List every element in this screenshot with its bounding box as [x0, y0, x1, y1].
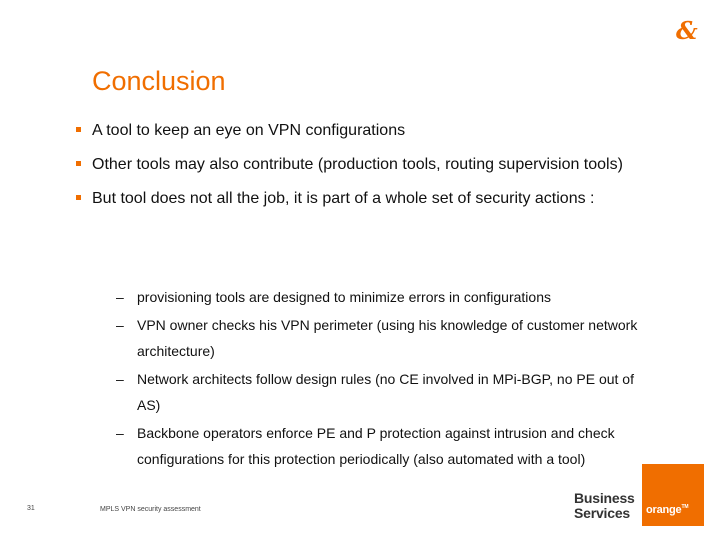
sub-bullet-item [116, 284, 656, 310]
square-bullet-icon [76, 195, 81, 200]
page-number: 31 [27, 505, 35, 512]
dash-marker: – [116, 371, 124, 387]
bullet-list [76, 118, 660, 220]
brand-line-1: Business [574, 490, 635, 506]
sub-bullet-item [116, 366, 656, 418]
trademark-mark: TM [681, 504, 689, 510]
bullet-text: A tool to keep an eye on VPN configurations [92, 122, 406, 139]
square-bullet-icon [76, 127, 81, 132]
dash-marker: – [116, 317, 124, 333]
square-bullet-icon [76, 161, 81, 166]
orange-logo-text: orange [646, 504, 682, 516]
sub-bullet-item [116, 312, 656, 364]
sub-bullet-text: Network architects follow design rules (no CE involved in MPi-BGP, no PE out of AS) [137, 371, 634, 413]
footer-text: MPLS VPN security assessment [100, 506, 201, 513]
dash-marker: – [116, 289, 124, 305]
business-services-label [574, 491, 635, 521]
sub-bullet-list [116, 284, 656, 474]
bullet-item [76, 152, 660, 178]
bullet-item [76, 118, 660, 144]
ampersand-logo-icon: & [676, 16, 698, 45]
sub-bullet-text: provisioning tools are designed to minimize errors in configurations [137, 289, 551, 305]
brand-line-2: Services [574, 505, 631, 521]
slide-title: Conclusion [92, 66, 226, 96]
bullet-text: But tool does not all the job, it is part of a whole set of security actions : [92, 190, 595, 207]
bullet-item [76, 186, 660, 212]
orange-logo-icon [642, 464, 704, 526]
bullet-text: Other tools may also contribute (production tools, routing supervision tools) [92, 156, 623, 173]
dash-marker: – [116, 425, 124, 441]
sub-bullet-text: VPN owner checks his VPN perimeter (using his knowledge of customer network architecture) [137, 317, 638, 359]
sub-bullet-item [116, 420, 656, 472]
sub-bullet-text: Backbone operators enforce PE and P protection against intrusion and check configurations for this protection periodically (also automated with a tool) [137, 425, 615, 467]
